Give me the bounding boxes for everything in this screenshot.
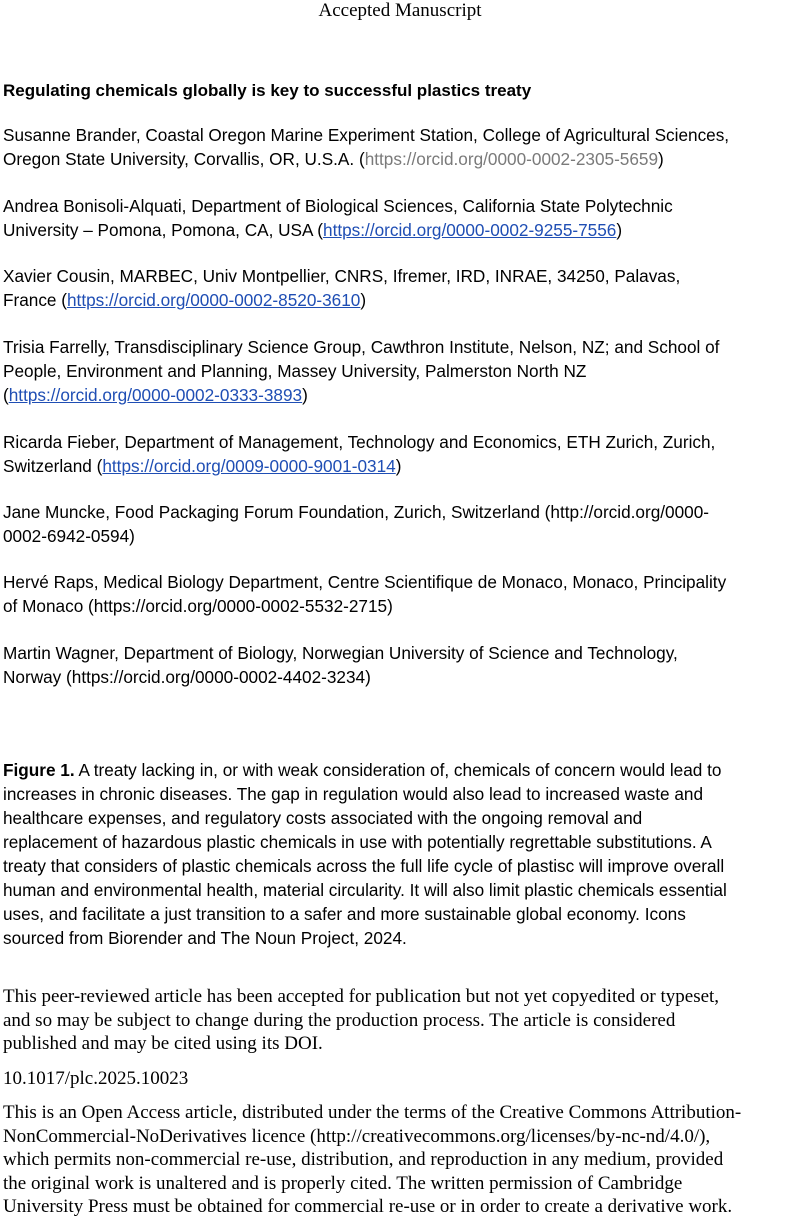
license-line: NonCommercial-NoDerivatives licence (http://creativecommons.org/licenses/by-nc-nd/4.0/), xyxy=(3,1125,711,1147)
license-line: which permits non-commercial re-use, distribution, and reproduction in any medium, provided xyxy=(3,1149,724,1170)
author-entry xyxy=(3,500,797,548)
author-affiliation-line: of Monaco (https://orcid.org/0000-0002-5532-2715) xyxy=(3,596,393,616)
author-entry xyxy=(3,641,797,689)
notice-line: published and may be cited using its DOI. xyxy=(3,1033,323,1054)
author-affiliation-line xyxy=(3,454,797,478)
license-line: the original work is unaltered and is properly cited. The written permission of Cambridge xyxy=(3,1172,683,1194)
license-line: This is an Open Access article, distributed under the terms of the Creative Commons Attribution- xyxy=(3,1102,742,1123)
paren-close: ) xyxy=(360,290,367,310)
license-line: University Press must be obtained for commercial re-use or in order to create a derivative work. xyxy=(3,1196,733,1217)
caption-line: human and environmental health, material circularity. It will also limit plastic chemicals essential xyxy=(3,880,727,900)
author-affiliation-line: Andrea Bonisoli-Alquati, Department of Biological Sciences, California State Polytechnic xyxy=(3,196,673,216)
author-affiliation-line: People, Environment and Planning, Massey University, Palmerston North NZ xyxy=(3,361,587,381)
caption-line: replacement of hazardous plastic chemicals in use with potentially regrettable substitutions. A xyxy=(3,832,712,852)
caption-line: healthcare expenses, and regulatory costs associated with the ongoing removal and xyxy=(3,808,643,828)
author-affiliation-text: Switzerland ( xyxy=(3,456,103,476)
author-affiliation-line: Trisia Farrelly, Transdisciplinary Science Group, Cawthron Institute, Nelson, NZ; and School of xyxy=(3,337,720,357)
article-title: Regulating chemicals globally is key to successful plastics treaty xyxy=(3,81,532,100)
author-affiliation-line xyxy=(3,383,797,407)
figure-caption xyxy=(3,758,797,950)
orcid-link[interactable]: https://orcid.org/0000-0002-0333-3893 xyxy=(8,385,303,405)
author-entry xyxy=(3,335,797,407)
author-entry xyxy=(3,123,797,171)
author-entry xyxy=(3,264,797,312)
orcid-link[interactable]: https://orcid.org/0000-0002-9255-7556 xyxy=(323,220,617,240)
caption-line: sourced from Biorender and The Noun Project, 2024. xyxy=(3,928,407,948)
orcid-link[interactable]: https://orcid.org/0000-0002-2305-5659 xyxy=(364,149,659,169)
paren-close: ) xyxy=(395,456,402,476)
caption-line xyxy=(3,758,797,782)
accepted-manuscript-header: Accepted Manuscript xyxy=(318,0,482,21)
figure-label: Figure 1. xyxy=(3,760,75,780)
author-entry xyxy=(3,430,797,478)
author-affiliation-line xyxy=(3,147,797,171)
caption-line: increases in chronic diseases. The gap in regulation would also lead to increased waste and xyxy=(3,784,704,804)
orcid-link[interactable]: https://orcid.org/0000-0002-8520-3610 xyxy=(67,290,361,310)
orcid-link[interactable]: https://orcid.org/0009-0000-9001-0314 xyxy=(102,456,396,476)
author-affiliation-line: Susanne Brander, Coastal Oregon Marine Experiment Station, College of Agricultural Sciences, xyxy=(3,125,730,145)
caption-line: treaty that considers of plastic chemicals across the full life cycle of plastisc will improve overall xyxy=(3,856,725,876)
paren-open: ( xyxy=(3,385,9,405)
paren-close: ) xyxy=(616,220,623,240)
doi-text: 10.1017/plc.2025.10023 xyxy=(3,1068,189,1089)
notice-line: and so may be subject to change during the production process. The article is considered xyxy=(3,1009,676,1031)
publication-notice xyxy=(3,985,800,1056)
author-affiliation-text: Oregon State University, Corvallis, OR, U.S.A. ( xyxy=(3,149,365,169)
author-affiliation-line: Xavier Cousin, MARBEC, Univ Montpellier, CNRS, Ifremer, IRD, INRAE, 34250, Palavas, xyxy=(3,266,681,286)
paren-close: ) xyxy=(658,149,664,169)
author-affiliation-line: Martin Wagner, Department of Biology, Norwegian University of Science and Technology, xyxy=(3,643,678,663)
license-notice xyxy=(3,1101,800,1219)
notice-line: This peer-reviewed article has been accepted for publication but not yet copyedited or typeset, xyxy=(3,986,720,1007)
author-entry xyxy=(3,570,797,618)
author-affiliation-line: 0002-6942-0594) xyxy=(3,526,135,546)
caption-text: A treaty lacking in, or with weak consideration of, chemicals of concern would lead to xyxy=(74,760,722,780)
author-entry xyxy=(3,194,797,242)
author-affiliation-line: Hervé Raps, Medical Biology Department, Centre Scientifique de Monaco, Monaco, Principality xyxy=(3,572,727,592)
caption-line: uses, and facilitate a just transition to a safer and more sustainable global economy. Icons xyxy=(3,904,686,924)
author-affiliation-text: France ( xyxy=(3,290,67,310)
author-affiliation-line: Ricarda Fieber, Department of Management, Technology and Economics, ETH Zurich, Zurich, xyxy=(3,432,716,452)
paren-close: ) xyxy=(302,385,308,405)
author-affiliation-line: Jane Muncke, Food Packaging Forum Foundation, Zurich, Switzerland (http://orcid.org/0000- xyxy=(3,502,709,522)
author-affiliation-text: University – Pomona, Pomona, CA, USA ( xyxy=(3,220,324,240)
author-affiliation-line: Norway (https://orcid.org/0000-0002-4402-3234) xyxy=(3,667,371,687)
author-affiliation-line xyxy=(3,288,797,312)
author-affiliation-line xyxy=(3,218,797,242)
